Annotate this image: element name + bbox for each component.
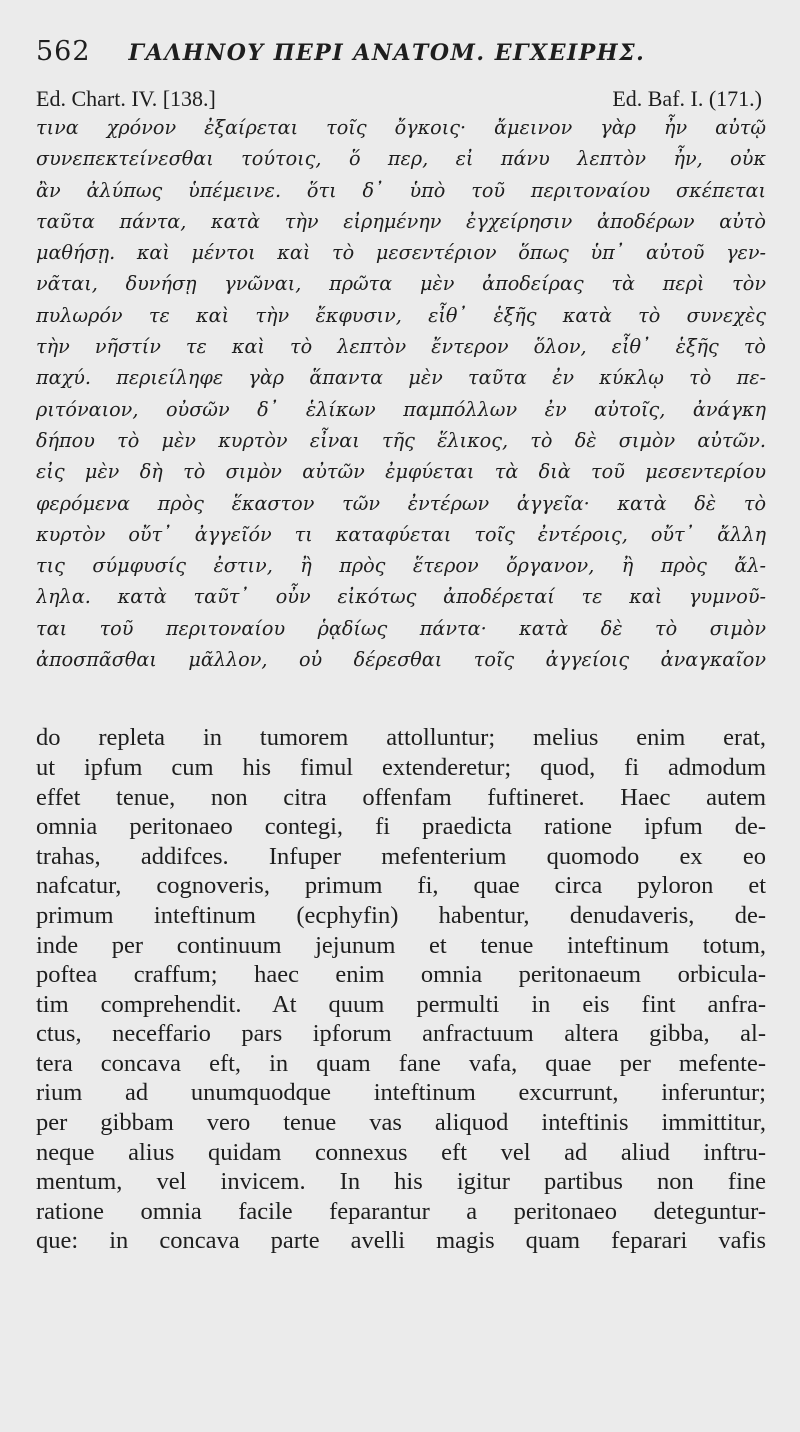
greek-text-line: εἰς μὲν δὴ τὸ σιμὸν αὐτῶν ἐμφύεται τὰ διὰ τοῦ μεσεντερίου (36, 460, 766, 484)
latin-text-line: ratione omnia facile feparantur a peritonaeo deteguntur- (36, 1197, 766, 1225)
greek-text-line: ἀποσπᾶσθαι μᾶλλον, οὐ δέρεσθαι τοῖς ἀγγείοις ἀναγκαῖον (36, 648, 766, 672)
greek-text-line: φερόμενα πρὸς ἕκαστον τῶν ἐντέρων ἀγγεῖα· κατὰ δὲ τὸ (36, 491, 766, 515)
latin-text-line: tera concava eft, in quam fane vafa, quae per mefente- (36, 1049, 766, 1077)
latin-text-line: omnia peritonaeo contegi, fi praedicta ratione ipfum de- (36, 813, 766, 841)
latin-text-line: ctus, neceffario pars ipforum anfractuum altera gibba, al- (36, 1020, 766, 1048)
latin-text-line: poftea craffum; haec enim omnia peritonaeum orbicula- (36, 961, 766, 989)
greek-text-line: πυλωρόν τε καὶ τὴν ἔκφυσιν, εἶθ᾽ ἑξῆς κατὰ τὸ συνεχὲς (36, 303, 766, 327)
running-title: ΓΑΛΗΝΟΥ ΠΕΡΙ ΑΝΑΤΟΜ. ΕΓΧΕΙΡΗΣ. (128, 40, 646, 66)
greek-text-block (36, 112, 766, 675)
greek-text-line: τις σύμφυσίς ἐστιν, ἢ πρὸς ἕτερον ὄργανον, ἢ πρὸς ἄλ- (36, 554, 766, 578)
greek-text-line: ἂν ἀλύπως ὑπέμεινε. ὅτι δ᾽ ὑπὸ τοῦ περιτοναίου σκέπεται (36, 178, 766, 202)
latin-text-line: neque alius quidam connexus eft vel ad aliud inftru- (36, 1138, 766, 1166)
latin-text-line: primum inteftinum (ecphyfin) habentur, denudaveris, de- (36, 901, 766, 929)
greek-text-line: κυρτὸν οὔτ᾽ ἀγγεῖόν τι καταφύεται τοῖς ἐντέροις, οὔτ᾽ ἄλλη (36, 522, 766, 546)
greek-text-line: ριτόναιον, οὐσῶν δ᾽ ἑλίκων παμπόλλων ἐν αὐτοῖς, ἀνάγκη (36, 397, 766, 421)
latin-text-line: rium ad unumquodque inteftinum excurrunt, inferuntur; (36, 1079, 766, 1107)
latin-text-line: mentum, vel invicem. In his igitur partibus non fine (36, 1168, 766, 1196)
greek-text-line: μαθήσῃ. καὶ μέντοι καὶ τὸ μεσεντέριον ὅπως ὑπ᾽ αὐτοῦ γεν- (36, 241, 766, 265)
latin-text-line: do repleta in tumorem attolluntur; melius enim erat, (36, 724, 766, 752)
latin-text-line: effet tenue, non citra offenfam fuftineret. Haec autem (36, 783, 766, 811)
latin-text-block (36, 723, 766, 1256)
greek-text-line: ληλα. κατὰ ταῦτ᾽ οὖν εἰκότως ἀποδέρεταί τε καὶ γυμνοῦ- (36, 585, 766, 609)
section-gap (36, 675, 766, 723)
greek-text-line: ται τοῦ περιτοναίου ῥᾳδίως πάντα· κατὰ δὲ τὸ σιμὸν (36, 616, 766, 640)
greek-text-line: παχύ. περιείληφε γὰρ ἅπαντα μὲν ταῦτα ἐν κύκλῳ τὸ πε- (36, 366, 766, 390)
greek-text-line: δήπου τὸ μὲν κυρτὸν εἶναι τῆς ἕλικος, τὸ δὲ σιμὸν αὐτῶν. (36, 428, 766, 452)
latin-text-line: trahas, addifces. Infuper mefenterium quomodo ex eo (36, 842, 766, 870)
latin-text-line: per gibbam vero tenue vas aliquod inteftinis immittitur, (36, 1109, 766, 1137)
edition-ref-left: Ed. Chart. IV. [138.] (36, 86, 216, 111)
greek-text-line: τινα χρόνον ἐξαίρεται τοῖς ὄγκοις· ἄμεινον γὰρ ἦν αὐτῷ (36, 116, 766, 139)
greek-text-line: τὴν νῆστίν τε καὶ τὸ λεπτὸν ἔντερον ὅλον, εἶθ᾽ ἑξῆς τὸ (36, 335, 766, 359)
latin-text-line: que: in concava parte avelli magis quam feparari vafis (36, 1227, 766, 1255)
edition-ref-right: Ed. Baf. I. (171.) (612, 86, 762, 111)
page-number: 562 (36, 36, 91, 67)
greek-text-line: νᾶται, δυνήσῃ γνῶναι, πρῶτα μὲν ἀποδείρας τὰ περὶ τὸν (36, 272, 766, 296)
latin-text-line: ut ipfum cum his fimul extenderetur; quod, fi admodum (36, 753, 766, 781)
greek-text-line: συνεπεκτείνεσθαι τούτοις, ὅ περ, εἰ πάνυ λεπτὸν ἦν, οὐκ (36, 147, 766, 171)
edition-references (36, 76, 766, 112)
page-header (36, 36, 766, 76)
latin-text-line: inde per continuum jejunum et tenue inteftinum totum, (36, 931, 766, 959)
latin-text-line: nafcatur, cognoveris, primum fi, quae circa pyloron et (36, 872, 766, 900)
latin-text-line: tim comprehendit. At quum permulti in eis fint anfra- (36, 990, 766, 1018)
greek-text-line: ταῦτα πάντα, κατὰ τὴν εἰρημένην ἐγχείρησιν ἀποδέρων αὐτὸ (36, 209, 766, 233)
